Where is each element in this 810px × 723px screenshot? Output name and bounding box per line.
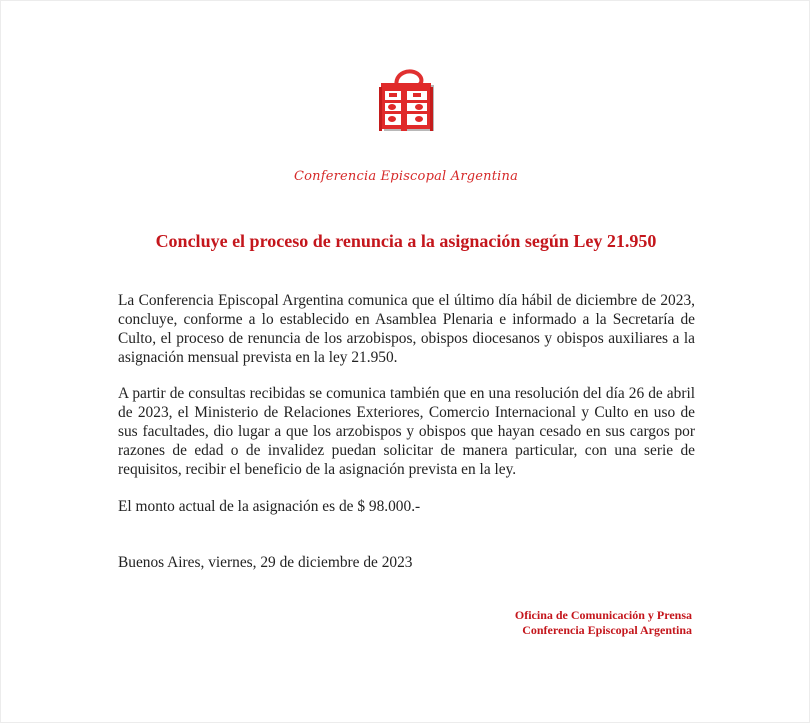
page-title: Concluye el proceso de renuncia a la asignación según Ley 21.950 [155, 231, 657, 251]
signature-block [515, 608, 692, 638]
paragraph-2: A partir de consultas recibidas se comunica también que en una resolución del día 26 de abril de 2023, el Ministerio de Relaciones Exteriores, Comercio Internacional y Culto en uso de sus facultades, dio lugar a que los arzobispos y obispos que hayan cesado en sus cargos por razones de edad o de invalidez puedan solicitar de manera particular, con una serie de requisitos, recibir el beneficio de la asignación prevista en la ley. [118, 385, 695, 478]
paragraph-1: La Conferencia Episcopal Argentina comunica que el último día hábil de diciembre de 2023, concluye, conforme a lo establecido en Asamblea Plenaria e informado a la Secretaría de Culto, el proceso de renuncia de los arzobispos, obispos diocesanos y obispos auxiliares a la asignación mensual prevista en la ley 21.950. [118, 292, 695, 366]
signature-line-2: Conferencia Episcopal Argentina [522, 623, 692, 637]
org-name-script: Conferencia Episcopal Argentina [293, 169, 519, 184]
date-line: Buenos Aires, viernes, 29 de diciembre de 2023 [118, 554, 413, 571]
paragraph-3: El monto actual de la asignación es de $ 98.000.- [118, 498, 421, 515]
signature-line-1: Oficina de Comunicación y Prensa [514, 608, 692, 622]
conferencia-episcopal-crest-icon [375, 67, 439, 135]
